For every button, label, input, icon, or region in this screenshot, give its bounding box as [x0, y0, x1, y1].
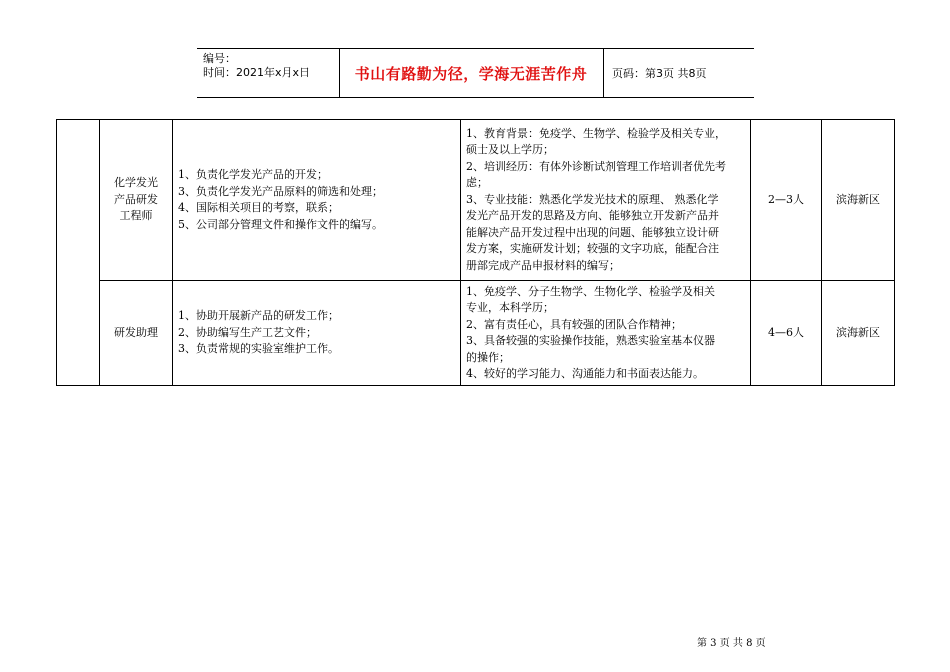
requirement-line: 2、培训经历：有体外诊断试剂管理工作培训者优先考 — [466, 159, 726, 173]
requirement-line: 硕士及以上学历； — [466, 143, 554, 157]
requirement-line: 3、专业技能：熟悉化学发光技术的原理、 熟悉化学 — [466, 192, 719, 206]
header-page-info: 页码：第3页 共8页 — [612, 67, 707, 80]
job-title-cell — [100, 120, 173, 281]
duty-line: 3、负责化学发光产品原料的筛选和处理； — [178, 184, 383, 198]
requirement-line: 3、具备较强的实验操作技能，熟悉实验室基本仪器 — [466, 334, 715, 347]
requirement-line: 发光产品开发的思路及方向、能够独立开发新产品并 — [466, 209, 719, 223]
requirement-line: 1、教育背景：免疫学、生物学、检验学及相关专业， — [466, 126, 726, 140]
job-title-line: 工程师 — [119, 209, 153, 223]
job-title-cell — [100, 281, 173, 386]
header-page-cell — [604, 49, 754, 97]
duty-line: 1、协助开展新产品的研发工作； — [178, 309, 339, 323]
location-cell: 滨海新区 — [822, 120, 895, 281]
requirement-line: 专业，本科学历； — [466, 301, 554, 314]
header-motto-cell — [339, 49, 604, 97]
requirement-line: 1、免疫学、分子生物学、生物化学、检验学及相关 — [466, 284, 715, 298]
header-motto: 书山有路勤为径，学海无涯苦作舟 — [354, 64, 588, 83]
duty-line: 5、公司部分管理文件和操作文件的编写。 — [178, 217, 383, 231]
page-footer: 第 3 页 共 8 页 — [697, 638, 766, 649]
category-cell — [57, 120, 100, 386]
duty-line: 1、负责化学发光产品的开发； — [178, 168, 328, 181]
duty-line: 3、负责常规的实验室维护工作。 — [178, 342, 339, 356]
table-row — [57, 120, 895, 281]
job-title-line: 研发助理 — [114, 325, 158, 339]
job-requirements-cell — [461, 120, 751, 281]
location-cell: 滨海新区 — [822, 281, 895, 386]
document-time-label: 时间：2021年x月x日 — [203, 66, 311, 79]
requirement-line: 能解决产品开发过程中出现的问题、能够独立设计研 — [466, 225, 719, 239]
header-meta-cell — [197, 49, 340, 97]
duty-line: 2、协助编写生产工艺文件； — [178, 325, 317, 339]
headcount-cell: 4—6人 — [751, 281, 822, 386]
job-title-line: 化学发光 — [114, 176, 158, 190]
job-title-line: 产品研发 — [114, 192, 158, 206]
requirement-line: 册部完成产品申报材料的编写； — [466, 258, 620, 272]
duty-line: 4、国际相关项目的考察，联系； — [178, 201, 339, 214]
requirement-line: 4、较好的学习能力、沟通能力和书面表达能力。 — [466, 367, 704, 380]
document-number-label: 编号： — [203, 52, 236, 65]
table-row — [57, 281, 895, 386]
job-duties-cell — [173, 120, 461, 281]
job-table — [56, 119, 895, 386]
requirement-line: 2、富有责任心，具有较强的团队合作精神； — [466, 317, 682, 331]
job-requirements-cell — [461, 281, 751, 386]
job-duties-cell — [173, 281, 461, 386]
requirement-line: 发方案，实施研发计划；较强的文字功底，能配合注 — [466, 242, 719, 256]
headcount-cell: 2—3人 — [751, 120, 822, 281]
document-header — [197, 48, 754, 98]
requirement-line: 虑； — [466, 176, 488, 190]
requirement-line: 的操作； — [466, 350, 510, 364]
